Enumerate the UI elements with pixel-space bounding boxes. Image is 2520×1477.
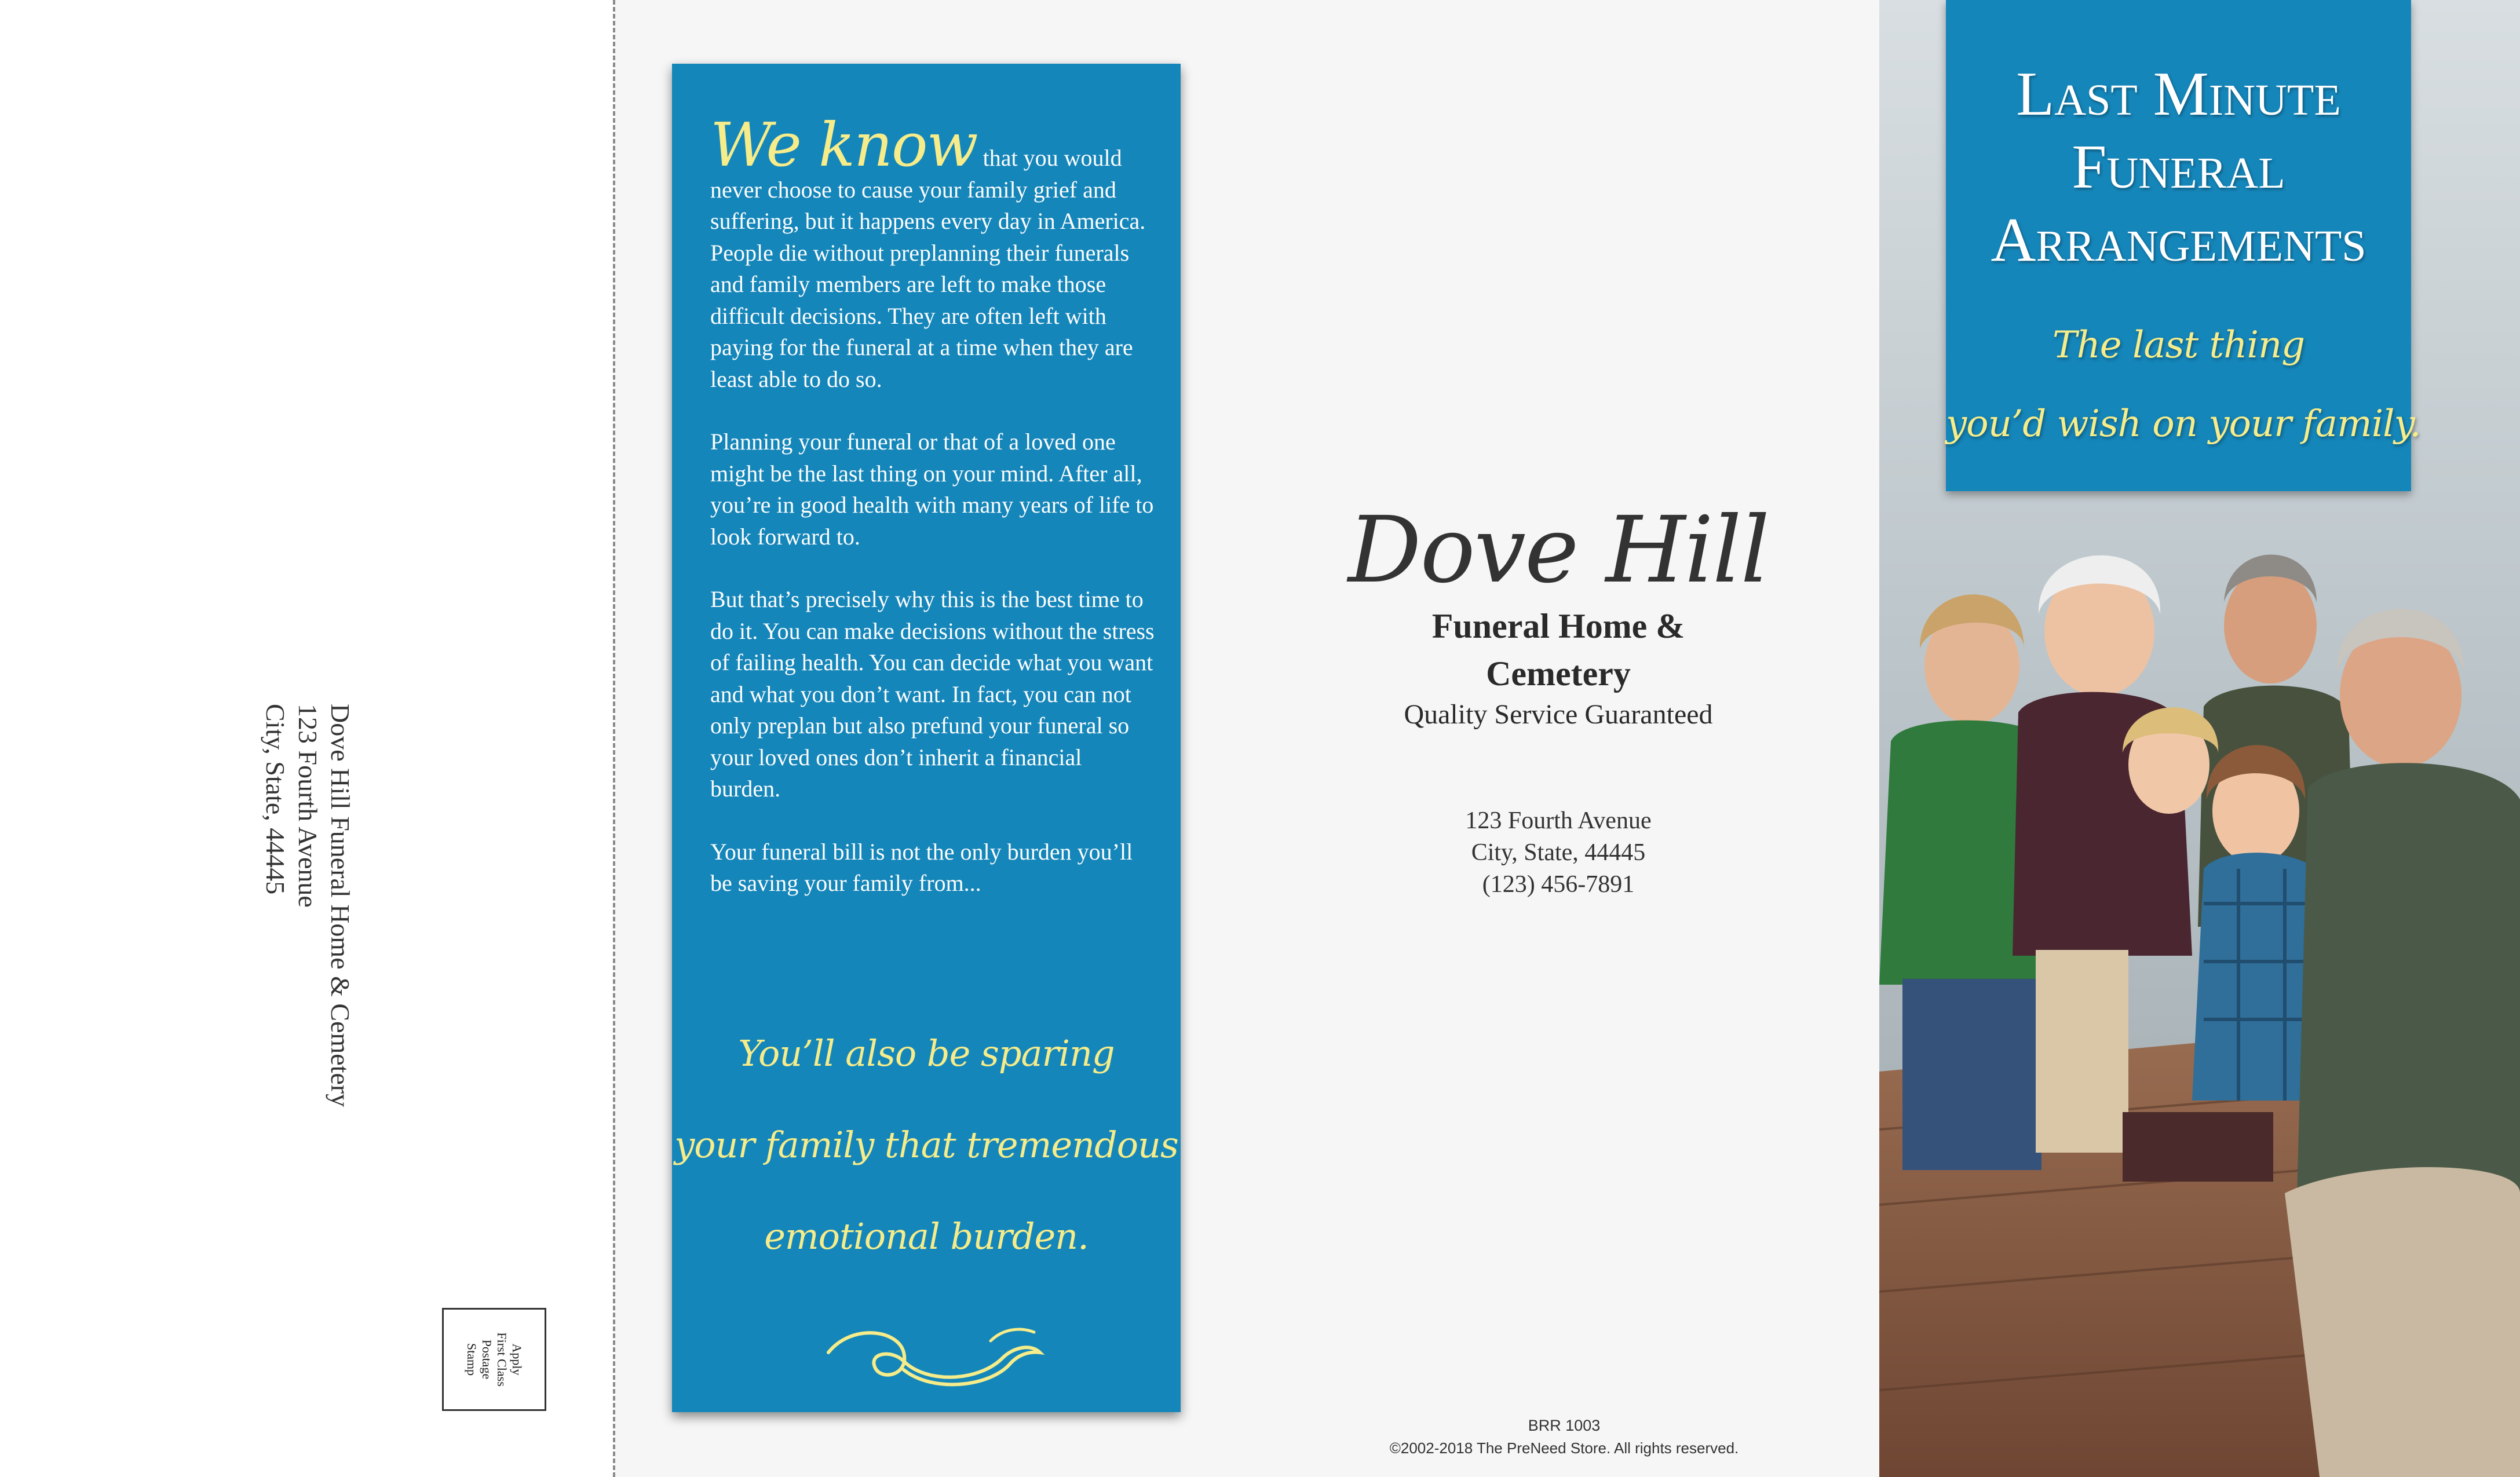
brand-name-line: Cemetery [1486,655,1631,693]
stamp-line: Postage [480,1339,494,1380]
brand-name-line: Funeral Home & [1431,607,1685,645]
closing-line: You’ll also be sparing [738,1032,1115,1074]
title-line: Arrangements [1991,206,2366,275]
lead-script: We know [710,109,977,180]
flourish-ornament [817,1318,1049,1393]
address-street: 123 Fourth Avenue [1465,807,1652,834]
paragraph-1-text: that you would never choose to cause your family grief and suffering, but it happens every day in America. People die without preplanning their funerals and family members are left to make those difficult decisions. They are often left with paying for the funeral at a time when they are least able to do so. [710,145,1146,392]
closing-script [672,1008,1181,1282]
product-code: BRR 1003 [1528,1417,1601,1434]
paragraph-4: Your funeral bill is not the only burden you’ll be saving your family from... [710,838,1133,896]
cover-panel [1879,0,2520,1477]
paragraph-2: Planning your funeral or that of a loved one might be the last thing on your mind. After all, you’re in good health with many years of life to look forward to. [710,429,1154,550]
contact-address [1390,805,1726,901]
message-body [710,109,1156,931]
paragraph-1 [710,109,1156,395]
stamp-line: Apply [510,1343,524,1376]
stamp-line: Stamp [465,1343,479,1376]
brand-name [1344,602,1773,697]
title-line: Last Minute [2016,60,2341,129]
subtitle-line: The last thing [2052,324,2305,367]
subtitle-line: you’d wish on your family. [1946,403,2421,445]
paragraph-3: But that’s precisely why this is the best time to do it. You can make decisions without the stress of failing health. You can decide what you want and what you don’t want. In fact, you can not only preplan but also prefund your funeral so your loved ones don’t inherit a financial burden. [710,586,1155,802]
closing-line: emotional burden. [764,1215,1089,1257]
return-address-street: 123 Fourth Avenue [293,704,323,908]
title-line: Funeral [2072,133,2285,202]
cover-subtitle [1946,306,2421,463]
stamp-line: First Class [495,1332,509,1387]
address-city: City, State, 44445 [1471,839,1646,866]
brand-tagline: Quality Service Guaranteed [1404,699,1713,730]
title-card [1946,0,2421,491]
return-address [259,704,356,1260]
stamp-instructions [464,1313,524,1406]
message-card [672,64,1181,1412]
return-address-name: Dove Hill Funeral Home & Cemetery [326,704,355,1107]
brand-block [1344,497,1773,732]
brand-logo: Dove Hill [1347,497,1769,604]
inside-panel [615,0,1879,1477]
copyright: ©2002-2018 The PreNeed Store. All rights reserved. [1389,1439,1739,1457]
postage-stamp-box [442,1308,546,1411]
mailer-panel [0,0,613,1477]
closing-line: your family that tremendous [674,1124,1178,1166]
phone-number: (123) 456-7891 [1482,871,1635,898]
cover-title [1946,58,2411,277]
return-address-city: City, State, 44445 [261,704,290,895]
